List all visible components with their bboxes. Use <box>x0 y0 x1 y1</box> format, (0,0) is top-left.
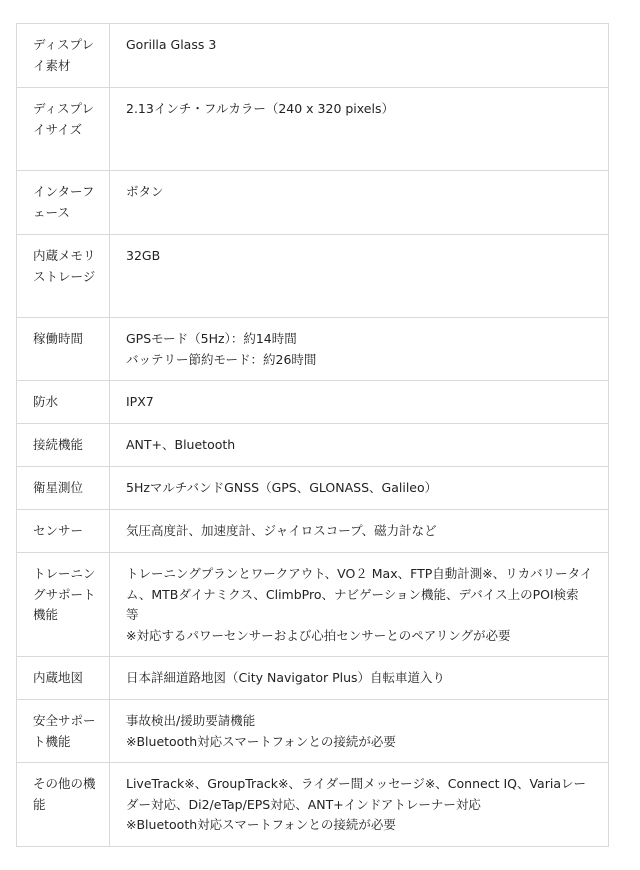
spec-table <box>16 23 609 847</box>
spec-value <box>110 235 609 318</box>
spec-label: 防水 <box>17 381 110 424</box>
spec-label: 安全サポート機能 <box>17 700 110 763</box>
spec-value-line: トレーニングプランとワークアウト、VO２ Max、FTP自動計測※、リカバリータイム、MTBダイナミクス、ClimbPro、ナビゲーション機能、デバイス上のPOI検索 等 <box>126 566 593 622</box>
spec-value-line: 2.13インチ・フルカラー（240 x 320 pixels） <box>126 101 394 116</box>
spec-value-line: Gorilla Glass 3 <box>126 37 217 52</box>
spec-value-line: ANT+、Bluetooth <box>126 437 236 452</box>
spec-value-line: ※Bluetooth対応スマートフォンとの接続が必要 <box>126 733 396 749</box>
spec-row-display-material <box>17 24 609 88</box>
spec-row-waterproof <box>17 381 609 424</box>
spec-row-training-support <box>17 553 609 657</box>
spec-value-line: 5HzマルチバンドGNSS（GPS、GLONASS、Galileo） <box>126 480 438 495</box>
spec-value <box>110 657 609 700</box>
spec-value <box>110 510 609 553</box>
spec-row-sensors <box>17 510 609 553</box>
spec-row-display-size <box>17 88 609 171</box>
spec-value <box>110 318 609 381</box>
spec-label: 稼働時間 <box>17 318 110 381</box>
spec-row-other-features <box>17 763 609 847</box>
spec-row-builtin-map <box>17 657 609 700</box>
spec-value-line: バッテリー節約モード：約26時間 <box>126 351 317 367</box>
spec-value <box>110 553 609 657</box>
spec-row-battery-life <box>17 318 609 381</box>
spec-value-line: ※Bluetooth対応スマートフォンとの接続が必要 <box>126 817 396 832</box>
spec-label: インターフェース <box>17 171 110 235</box>
spec-label: 衛星測位 <box>17 467 110 510</box>
spec-label: 接続機能 <box>17 424 110 467</box>
spec-value <box>110 24 609 88</box>
spec-value-line: GPSモード（5Hz）：約14時間 <box>126 331 297 346</box>
spec-value <box>110 381 609 424</box>
spec-label: センサー <box>17 510 110 553</box>
spec-value <box>110 467 609 510</box>
spec-table-body <box>17 24 609 847</box>
spec-label: 内蔵メモリストレージ <box>17 235 110 318</box>
spec-value <box>110 424 609 467</box>
spec-value-line: 日本詳細道路地図（City Navigator Plus）自転車道入り <box>126 670 446 685</box>
spec-label: ディスプレイ素材 <box>17 24 110 88</box>
spec-row-storage <box>17 235 609 318</box>
spec-row-safety-support <box>17 700 609 763</box>
spec-label: その他の機能 <box>17 763 110 847</box>
spec-value <box>110 171 609 235</box>
spec-value-line: 事故検出/援助要請機能 <box>126 713 256 728</box>
spec-value-line: ボタン <box>126 184 164 199</box>
spec-value <box>110 88 609 171</box>
spec-value-line: 32GB <box>126 248 161 263</box>
spec-row-interface <box>17 171 609 235</box>
spec-value-line: 気圧高度計、加速度計、ジャイロスコープ、磁力計など <box>126 523 437 538</box>
spec-value <box>110 763 609 847</box>
spec-row-connectivity <box>17 424 609 467</box>
spec-label: ディスプレイサイズ <box>17 88 110 171</box>
spec-label: トレーニングサポート機能 <box>17 553 110 657</box>
spec-value <box>110 700 609 763</box>
spec-value-line: LiveTrack※、GroupTrack※、ライダー間メッセージ※、Connect IQ、Variaレーダー対応、Di2/eTap/EPS対応、ANT+インドアトレーナー対応 <box>126 776 586 812</box>
spec-row-gnss <box>17 467 609 510</box>
spec-label: 内蔵地図 <box>17 657 110 700</box>
spec-value-line: IPX7 <box>126 394 154 409</box>
spec-value-line: ※対応するパワーセンサーおよび心拍センサーとのペアリングが必要 <box>126 627 511 643</box>
